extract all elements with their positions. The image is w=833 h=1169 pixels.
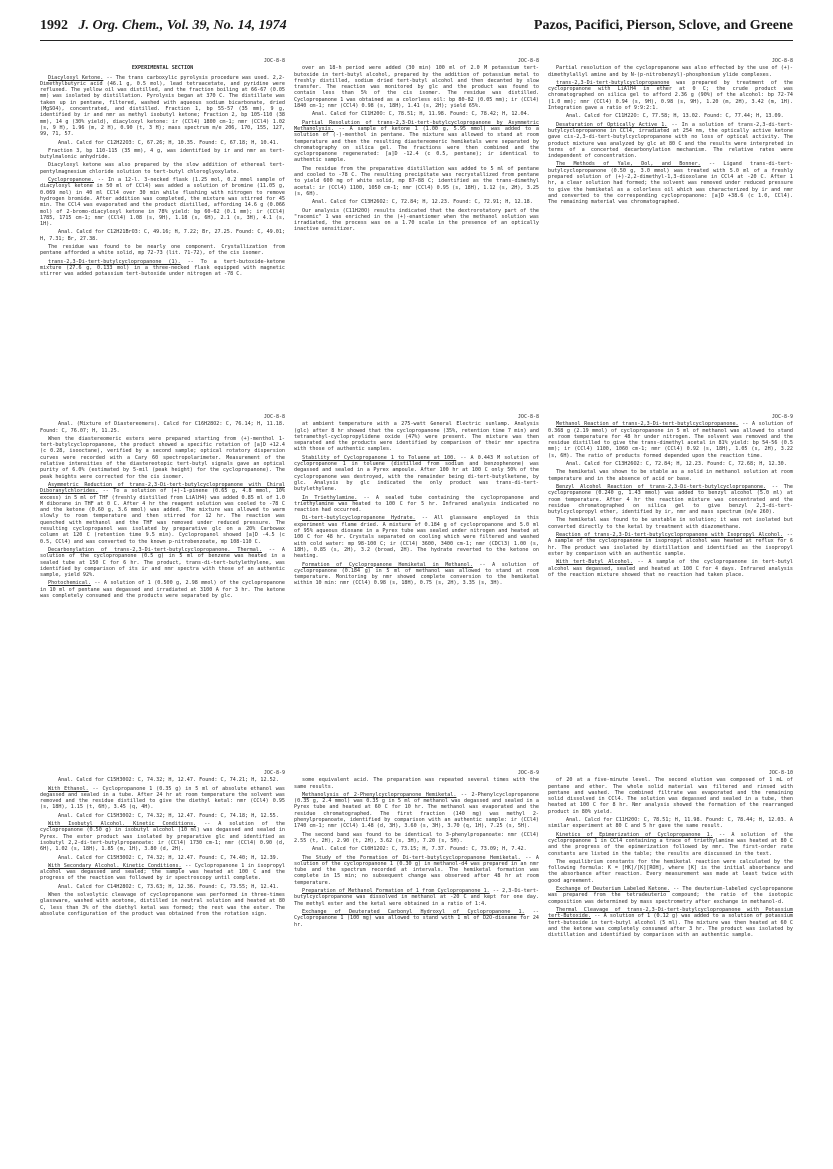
paragraph-title: trans-2,3-Di-tert-butylcyclopropanone: [556, 79, 670, 86]
paragraph-text: -- To a solution of (+)-1-pinene (0.65 g, 4.8 mmol, 10% excess) in 5 ml of THF (freshly distilled from LiAlH4) was added 0.85 ml of 1.0 M diborane in THF at 0 C. After 4 hr the reagent solution was cooled to -78 C and the ketone (0.60 g, 3.6 mmol) was added. The mixture was allowed to warm slowly to room temperature and then stirred for 12 hr. The reaction was quenched with methanol and the THF was removed under reduced pressure. The resulting cyclopropanol was isolated by preparative glc on a 20% Carbowax column at 120 C (retention time 9.5 min). Cyclopropanol showed [a]D -4.5 (c 0.5, CCl4) and was converted to the known p-nitrobenzoate, mp 108-110 C.: [40, 488, 285, 545]
paragraph-title: trans-2,3-Di-tert-butylcyclopropanone (1).: [48, 258, 181, 265]
paragraph-title: Cyclopropanone.: [48, 177, 95, 184]
author-line: Pazos, Pacifici, Pierson, Sclove, and Greene: [533, 18, 793, 33]
page-note: JOC-8-9: [517, 770, 539, 776]
paragraph-text: -- A sample of the cyclopropanone in tert-butyl alcohol was degassed, sealed and heated at 100 C for 4 days. Infrared analysis of the reaction mixture showed that no reaction had taken place.: [548, 559, 793, 578]
paragraph: [40, 863, 285, 882]
column-middle: [294, 58, 539, 388]
paragraph: [548, 113, 793, 119]
paragraph: [40, 580, 285, 599]
paragraph: [40, 259, 285, 278]
paragraph: [294, 199, 539, 205]
paragraph-text: Anal. Calcd for C13H26O2: C, 72.84; H, 12.23. Found: C, 72.68; H, 12.30.: [566, 461, 787, 468]
paragraph-text: Anal. Calcd for C12H21BrO3: C, 49.16; H, 7.22; Br, 27.25. Found: C, 49.01; H, 7.31; Br, 27.38.: [40, 229, 285, 242]
paragraph-text: Partial resolution of the cyclopropanone was also effected by the use of (+)-dimethylallyl amine and by N-(p-nitrobenzyl)-phosphonium ylide complexes.: [548, 65, 793, 78]
paragraph-text: -- A solution of 1 (0.12 g) was added to a solution of potassium tert-butoxide in tert-butyl alcohol (5 ml). The mixture was then heated at 60 C and the ketone was completely consumed after 3 hr. The product was isolated by distillation and identified by comparison with an authentic sample.: [548, 913, 793, 939]
paragraph: [294, 515, 539, 559]
paragraph-text: Anal. Calcd for C13H26O2: C, 72.84; H, 12.23. Found: C, 72.91; H, 12.18.: [312, 199, 533, 206]
paragraph-text: Anal. Calcd for C15H30O2: C, 74.32; H, 12.47. Found: C, 74.21; H, 12.52.: [58, 777, 279, 784]
column-left: [40, 770, 285, 1135]
page-note: JOC-8-10: [768, 770, 793, 776]
paragraph-title: Photochemical.: [48, 580, 91, 587]
paragraph-text: -- In a solution of trans-2,3-di-tert-butylcyclopropanone in CCl4, irradiated at 254 nm, the optically active ketone gave cis-2,3-di-tert-butylcyclopropanone with no loss of optical activity. The product mixture was analyzed by glc at 80 C and the results were interpreted in terms of a concerted decarbonylation mechanism. The relative rates were independent of concentration.: [548, 121, 793, 160]
paragraph-text: was prepared by treatment of the cyclopropanone with LiAlH4 in ether at 0 C; the crude product was chromatographed on silica gel to afford 2.36 g (90%) of the alcohol: bp 72-74 (1.0 mm); nmr (CCl4) 0.94 (s, 9H), 0.98 (s, 9H), 1.20 (m, 2H), 3.42 (m, 1H). Integration gave a ratio of 9:9:2:1.: [548, 79, 793, 112]
paragraph-text: -- Ligand trans-di-tert-butylcyclopropanone (0.50 g, 3.0 mmol) was treated with 5.0 ml of a freshly prepared solution of (+)-2,2-dimethyl-1,3-dioxolane in CCl4 at -20 C. After 1 hr, a clear solution had formed; the solvent was removed under reduced pressure to give the hemiketal as a colorless oil which was characterized by ir and nmr and converted to the corresponding cyclopropanone: [a]D +38.6 (c 1.0, CCl4). The remaining material was chromatographed.: [548, 161, 793, 206]
paragraph: [40, 162, 285, 175]
paragraph: [294, 455, 539, 493]
paragraph-title: Formation of Cyclopropanone Hemiketal in Methanol.: [302, 561, 473, 568]
paragraph-text: -- A sealed tube containing the cyclopropanone and triethylamine was heated to 100 C for 5 hr. Infrared analysis indicated no reaction had occurred.: [294, 494, 539, 514]
paragraph-title: Methanol Reaction of trans-2,3-Di-tert-butylcyclopropanone.: [556, 421, 739, 428]
paragraph-text: -- A solution of the cyclopropanone (0.5 g) in 5 ml of benzene was heated in a sealed tube at 150 C for 6 hr. The product, trans-di-tert-butylethylene, was identified by comparison of its ir and nmr spectra with those of an authentic sample, yield 92%.: [40, 546, 285, 579]
paragraph-title: Desaturation of Optically Active 1.: [556, 121, 668, 128]
paragraph: [40, 813, 285, 819]
paragraph-text: Anal. Calcd for C15H30O2: C, 74.32; H, 12.47. Found: C, 74.40; H, 12.39.: [58, 854, 279, 861]
paragraph-text: -- 2-Phenylcyclopropanone (0.35 g, 2.4 mmol) was 0.35 g in 5 ml of methanol was degassed and sealed in a Pyrex tube and heated at 60 C for 10 hr. The methanol was evaporated and the residue chromatographed. The first fraction (140 mg) was methyl 2-phenylpropanoate, identified by comparison with an authentic sample: ir (CCl4) 1740 cm-1; nmr (CCl4) 1.48 (d, 3H), 3.60 (s, 3H), 3.70 (q, 1H), 7.25 (s, 5H).: [294, 791, 539, 830]
page-note: JOC-8-8: [517, 414, 539, 420]
paragraph: [548, 421, 793, 459]
paragraph: [40, 421, 285, 434]
page-note: JOC-8-9: [263, 770, 285, 776]
paragraph-text: -- A sample of the cyclopropanone in isopropyl alcohol was heated at reflux for 6 hr. The product was isolated by distillation and identified as the isopropyl ester by comparison with an authentic sample.: [548, 532, 793, 557]
paragraph: [548, 484, 793, 515]
paragraph-title: With Isobutyl Alcohol. Kinetic Conditions.: [48, 821, 197, 828]
paragraph-title: With Ethanol.: [48, 785, 89, 792]
paragraph-text: The residue from the preparative distillation was added to 5 ml of pentane and cooled to -78 C. The resulting precipitate was recrystallized from pentane to yield 600 mg of white solid, mp 87-88 C; identified as the trans-dimethyl acetal: ir (CCl4) 1100, 1050 cm-1; nmr (CCl4) 0.95 (s, 18H), 1.12 (s, 2H), 3.25 (s, 6H).: [294, 165, 539, 197]
text-band-bottom: [40, 770, 793, 1135]
paragraph-text: The residue was found to be nearly one component. Crystallization from pentane afforded a white solid, mp 72-73 (lit. 71-72), of the cis isomer.: [40, 244, 285, 257]
paragraph-title: With Secondary Alcohol. Kinetic Conditions.: [48, 862, 182, 869]
paragraph: [548, 907, 793, 938]
paragraph-text: Anal. Calcd for C14H28O2: C, 73.63; H, 12.36. Found: C, 73.55; H, 12.41.: [58, 883, 279, 890]
paragraph: [548, 777, 793, 815]
column-left: [40, 58, 285, 388]
paragraph-text: -- A solution of cyclopropanone (0.184 g) in 5 ml of methanol was allowed to stand at room temperature. Monitoring by nmr showed complete conversion to the hemiketal within 10 min: nmr (CCl4) 0.98 (s, 18H), 0.75 (s, 2H), 3.35 (s, 3H).: [294, 561, 539, 587]
paragraph-title: Exchange of Deuterium Labeled Ketone.: [556, 886, 670, 893]
paragraph: [548, 886, 793, 905]
paragraph-text: some equivalent acid. The preparation was repeated several times with the same results.: [294, 777, 539, 790]
paragraph-text: -- 2,3-Di-tert-butylcyclopropanone was dissolved in methanol at -20 C and kept for one day. The methyl ester and the ketal were obtained in a ratio of 1:4.: [294, 888, 539, 907]
paragraph: [548, 161, 793, 205]
section-heading: EXPERIMENTAL SECTION: [131, 65, 194, 72]
header-divider: [40, 40, 793, 41]
column-middle: [294, 414, 539, 744]
page-note: JOC-8-8: [263, 414, 285, 420]
paragraph-text: -- Cyclopropanone 1 (100 mg) was allowed to stand with 1 ml of D2O-dioxane for 24 hr.: [294, 908, 539, 928]
paragraph: [40, 229, 285, 242]
paragraph: [40, 482, 285, 545]
paragraph: [40, 855, 285, 861]
paragraph-text: -- A solution of the cyclopropanone 1 (0.30 g) in methanol-d4 was prepared in an nmr tube and the spectrum recorded at intervals. The hemiketal formation was complete in 15 min; no subsequent change was observed after 48 hr at room temperature.: [294, 854, 539, 886]
column-left: [40, 414, 285, 744]
paragraph-text: -- A solution of the cyclopropanone (0.50 g) in isobutyl alcohol (10 ml) was degassed and sealed in Pyrex. The ester product was isolated by preparative glc and identified as isobutyl 2,2-di-tert-butylpropanoate: ir (CCl4) 1730 cm-1; nmr (CCl4) 0.90 (d, 6H), 1.02 (s, 18H), 1.85 (m, 1H), 3.80 (d, 2H).: [40, 821, 285, 853]
paragraph: [294, 495, 539, 514]
paragraph: [294, 208, 539, 233]
paragraph: [294, 909, 539, 928]
paragraph-title: Diacyloxyl Ketone.: [48, 74, 104, 81]
paragraph: [40, 884, 285, 890]
paragraph-text: -- Cyclopropanone 1 (0.35 g) in 5 ml of absolute ethanol was degassed and sealed in a tube. After 24 hr at room temperature the solvent was removed and the residue distilled to give the diethyl ketal: nmr (CCl4) 0.95 (s, 18H), 1.15 (t, 6H), 3.45 (q, 4H).: [40, 785, 285, 811]
paragraph: [548, 122, 793, 160]
paragraph-text: -- Cyclopropanone 1 in isopropyl alcohol was degassed and sealed; the sample was heated at 100 C and the progress of the reaction was followed by ir spectroscopy until complete.: [40, 862, 285, 882]
paragraph-text: Our analysis (C11H20O) results indicated that the dextrorotatory part of the "racemic" 1 was enriched in the (+)-enantiomer when the methanol solution was irradiated, the process was on a 1.70 scale in the presence of an optically inactive sensitizer.: [294, 207, 539, 233]
paragraph: [294, 562, 539, 587]
page-note: JOC-8-8: [263, 58, 285, 64]
paragraph-text: -- A solution of the cyclopropanone 1 in CCl4 containing a trace of triethylamine was heated at 80 C and the progress of the epimerization followed by nmr. The first-order rate constants are listed in the table; the results are discussed in the text.: [548, 831, 793, 857]
paragraph: [548, 559, 793, 578]
paragraph-text: over an 18-h period were added (30 min) 100 ml of 2.0 M potassium tert-butoxide in tert-butyl alcohol, prepared by the addition of potassium metal to freshly distilled, sodium dried tert-butyl alcohol and then decanted by slow transfer. The reaction was monitored by glc and the product was found to contain less than 5% of the cis isomer. The residue was distilled. Cyclopropanone 1 was obtained as a colorless oil: bp 80-82 (0.05 mm); ir (CCl4) 1840 cm-1; nmr (CCl4) 0.98 (s, 18H), 1.41 (s, 2H); yield 65%.: [294, 65, 539, 110]
paragraph: [40, 777, 285, 783]
paragraph-text: -- A sample of ketone 1 (1.00 g, 5.95 mmol) was added to a solution of (-)-menthol in pentane. The mixture was allowed to stand at room temperature and then the resulting diastereomeric hemiketals were separated by chromatography on silica gel. The fractions were then combined and the cyclopropanone regenerated: [a]D -12.4 (c 0.5, pentane); ir identical to authentic sample.: [294, 125, 539, 164]
paragraph: [294, 792, 539, 830]
journal-citation: J. Org. Chem., Vol. 39, No. 14, 1974: [78, 18, 287, 33]
paragraph-text: -- In a 12-l. 3-necked flask (1.25 mol, 0.2 mmol sample of diacyloxyl ketone in 50 ml of CCl4) was added a solution of bromine (11.05 g, 0.069 mol) in 40 ml CCl4 over 30 min while flushing with nitrogen to remove hydrogen bromide. After addition was completed, the mixture was stirred for 45 min. The CCl4 was evaporated and the product distilled, affording 14.6 g (0.066 mol) of 2-bromo-diacyloxyl ketone in 78% yield: bp 60-62 (0.1 mm); ir (CCl4) 1785, 1715 cm-1; nmr (CCl4) 1.08 (s, 9H), 1.18 (s, 6H), 2.1 (s, 3H), 4.1 (s, 1H).: [40, 177, 285, 228]
page-number: 1992: [40, 18, 68, 33]
paragraph: [294, 846, 539, 852]
paragraph: [40, 547, 285, 578]
paragraph-title: Partial Resolution of trans-2,3-Di-tert-butylcyclopropanone by Asymmetric Methanolysis.: [294, 119, 539, 132]
paragraph-text: -- To a tert-butoxide-ketone mixture (27.6 g, 0.133 mol) in a three-necked flask equipped with magnetic stirrer was added potassium tert-butoxide under nitrogen at -78 C.: [40, 258, 285, 278]
page-note: JOC-8-8: [517, 58, 539, 64]
paragraph-text: at ambient temperature with a 275-watt General Electric sunlamp. Analysis (glc) after 8 hr showed that the cyclopropanone (35%, retention time 7 min) and tetramethyl-cyclopropylidene oxide (47%) were present. The mixture was then separated and the products were identified by comparison of their nmr spectra with those of authentic samples.: [294, 421, 539, 453]
page-note: JOC-8-9: [771, 414, 793, 420]
paragraph-text: of 20 at a five-minute level. The second elution was composed of 1 mL of pentane and ether. The whole solid material was filtered and rinsed with pentane and washed. The combined filtrate was evaporated and the remaining solid dissolved in CCl4. The solution was degassed and sealed in a tube, then heated at 100 C for 8 hr. Nmr analysis showed the formation of the rearranged product in 80% yield.: [548, 777, 793, 815]
paragraph: [294, 111, 539, 117]
paragraph-title: Exchange of Deuterated Carbonyl Hydroxyl of Cyclopropanone 1.: [302, 908, 525, 915]
paragraph-text: -- The cyclopropanone (0.240 g, 1.43 mmol) was added to benzyl alcohol (5.0 ml) at room temperature. After 4 hr the reaction mixture was concentrated and the residue chromatographed on silica gel to give benzyl 2,3-di-tert-butylcyclopropyl ether, identified by ir, nmr and mass spectrum (m/e 260).: [548, 483, 793, 516]
column-right: [548, 58, 793, 388]
paragraph-text: The equilibrium constants for the hemiketal reaction were calculated by the following formula: K = [HK]/[K][ROH], where [K] is the initial absorbance and the absorbance after reaction. Every measurement was made at least twice with good agreement.: [548, 858, 793, 884]
paragraph-text: Fraction 3, bp 110-115 (35 mm), 4 g, was identified by ir and nmr as tert-butylmalonic anhydride.: [40, 147, 285, 161]
paragraph: [548, 80, 793, 111]
paragraph: [40, 786, 285, 811]
column-right: [548, 414, 793, 744]
paragraph: [40, 177, 285, 227]
paragraph-text: Diacyloxyl ketone was also prepared by the slow addition of ethereal tert-pentylmagnesium chloride solution to tert-butyl chloroglyoxylate.: [40, 162, 285, 175]
paragraph: [40, 140, 285, 146]
column-middle: [294, 770, 539, 1135]
paragraph: [40, 244, 285, 257]
paragraph: [294, 65, 539, 109]
paragraph-title: Reaction of trans-2,3-Di-tert-butylcyclopropanone with Isopropyl Alcohol.: [556, 532, 784, 539]
paragraph-text: The hemiketal was shown to be stable as a solid in methanol solution at room temperature and in the absence of acid or base.: [548, 469, 793, 482]
paragraph-title: Preparation of Methanol Formation of 1 from Cyclopropanone 1.: [302, 888, 490, 895]
page-header: [40, 18, 793, 40]
paragraph-title: Decarbonylation of trans-2,3-Di-tert-butylcyclopropanone. Thermal.: [48, 546, 262, 553]
page-header-left: [40, 18, 287, 34]
paragraph-title: The Methods of Yale, Dol, and Bonner.: [556, 161, 701, 168]
paragraph: [40, 148, 285, 161]
paragraph-title: Stability of Cyclopropanone 1 to Toluene at 100.: [302, 454, 457, 461]
paragraph-text: Anal. Calcd for C12H22O3: C, 67.26; H, 10.35. Found: C, 67.18; H, 10.41.: [58, 139, 279, 146]
text-band-middle: [40, 414, 793, 744]
paragraph-text: Anal. Calcd for C11H22O: C, 77.58; H, 13.02. Found: C, 77.44; H, 13.09.: [566, 113, 784, 120]
paragraph-text: -- The deuterium-labeled cyclopropanone was prepared from the tetradeuterio compound; the ratio of the isotopic composition was determined by mass spectrometry after exchange in methanol-d.: [548, 886, 793, 905]
paragraph-title: The Study of the Formation of Di-tert-butylcyclopropanone Hemiketal.: [302, 854, 521, 861]
paragraph-text: -- A solution of 0.368 g (2.19 mmol) of cyclopropanone in 5 ml of methanol was allowed to stand at room temperature for 48 hr under nitrogen. The solvent was removed and the residue distilled to give the trans-dimethyl acetal in 81% yield: bp 54-56 (0.5 mm); ir (CCl4) 1100, 1060 cm-1; nmr (CCl4) 0.92 (s, 18H), 1.05 (s, 2H), 3.22 (s, 6H). The ratio of products formed depended upon the reaction time.: [548, 421, 793, 459]
paragraph: [548, 469, 793, 482]
page-note: JOC-8-8: [771, 58, 793, 64]
paragraph: [294, 832, 539, 845]
paragraph-text: -- A 0.443 M solution of cyclopropanone 1 in toluene (distilled from sodium and benzophenone) was degassed and sealed in a Pyrex ampoule. After 100 hr at 100 C only 50% of the cyclopropanone was destroyed, with the remainder being di-tert-butylketene, by glc. Analysis by glc indicated the only product was trans-di-tert-butylethylene.: [294, 454, 539, 493]
paragraph: [294, 120, 539, 164]
paragraph-text: Anal. Calcd for C10H12O2: C, 73.15; H, 7.37. Found: C, 73.09; H, 7.42.: [312, 846, 527, 853]
paragraph-title: Kinetics of Epimerization of Cyclopropanone 1.: [556, 831, 713, 838]
paragraph: [548, 817, 793, 830]
paragraph-title: With tert-Butyl Alcohol.: [556, 559, 633, 566]
paragraph: [294, 421, 539, 452]
paragraph-text: -- A solution of 1 (0.500 g, 2.98 mmol) of the cyclopropanone in 10 ml of pentane was degassed and irradiated at 3100 A for 3 hr. The ketone was completely consumed and the products were separated by glc.: [40, 580, 285, 600]
paragraph-text: Anal. Calcd for C11H20O: C, 78.51; H, 11.98. Found: C, 78.42; H, 12.04.: [312, 111, 530, 118]
paragraph-title: Benzyl Alcohol Reaction of trans-2,3-Di-tert-butylcyclopropanone.: [556, 483, 767, 490]
paragraph-text: When the solvolytic cleavage of cyclopropanone was performed in three-times glassware, washed with acetone, distilled in neutral solution and heated at 80 C, less than 3% of the diethyl ketal was formed; the rest was the ester. The absolute configuration of the product was obtained from the rotation sign.: [40, 892, 285, 917]
paragraph: [548, 517, 793, 530]
paragraph: [548, 532, 793, 557]
paragraph-text: The hemiketal was found to be unstable in solution; it was not isolated but converted directly to the ketal by treatment with diazomethane.: [548, 517, 793, 530]
paragraph-text: -- The trans carboxylic pyrolysis procedure was used. 2,2-Dimethylbutyric acid (46.1 g, 0.5 mol), lead tetraacetate, and pyridine were refluxed. The yellow oil was distilled, and the fraction boiling at 66-67 (0.05 mm) was isolated by distillation. Pyrolysis began at 370 C. The distillate was taken up in pentane, filtered, washed with aqueous sodium bicarbonate, dried (MgSO4), concentrated, and distilled. Fraction 1, bp 55-57 (35 mm), 9 g, identified by ir and nmr as methyl isobutyl ketone; Fraction 2, bp 105-110 (38 mm), 14 g (30% yield), diacyloxyl ketone: ir (CCl4) 1800 cm-1; nmr (CCl4) 1.02 (s, 9 H), 1.96 (m, 2 H), 0.90 (t, 3 H); mass spectrum m/e 206, 170, 155, 127, 99, 71, 57.: [40, 74, 285, 138]
paragraph: [40, 75, 285, 138]
paragraph-text: -- All glassware employed in this experiment was flame dried. A mixture of 0.184 g of cyclopropanone and 5.0 ml of 95% aqueous dioxane in a Pyrex tube was sealed under nitrogen and heated at 100 C for 48 hr. Crystals separated on cooling which were filtered and washed with cold water: mp 98-100 C; ir (CCl4) 3600, 3400 cm-1; nmr (CDCl3) 1.00 (s, 18H), 0.85 (s, 2H), 3.2 (broad, 2H). The hydrate reverted to the ketone on heating.: [294, 515, 539, 560]
paragraph-text: Anal. Calcd for C11H20O: C, 78.51; H, 11.98. Found: C, 78.44; H, 12.03. A similar experiment at 80 C and 5 hr gave the same result.: [548, 817, 793, 830]
paragraph: [294, 855, 539, 886]
paragraph: [548, 832, 793, 857]
paragraph-title: Thermal Cleavage of trans-2,3-Di-tert-butylcyclopropanone with Potassium tert-Butoxide.: [548, 906, 793, 920]
paragraph: [294, 777, 539, 790]
paragraph: [548, 65, 793, 78]
paragraph-text: When the diastereomeric esters were prepared starting from (+)-menthol 1-tert-butylcyclopropanone, the product showed a specific rotation of [a]D +12.4 (c 0.28, isooctane), verified by a second sample; optical rotatory dispersion curves were recorded with a Cary 60 spectropolarimeter. Measurement of the relative intensities of the diastereotopic tert-butyl signals gave an optical purity of 6.0% (estimated by 5-mil (peak height) for the cyclopropanone). The peak heights were corrected for the cis isomer.: [40, 435, 285, 480]
paragraph: [548, 859, 793, 884]
paragraph-title: Di-tert-butylcyclopropanone Hydrate.: [302, 515, 416, 522]
paragraph: [294, 166, 539, 197]
column-right: [548, 770, 793, 1135]
paragraph: [294, 888, 539, 907]
paragraph-title: In Triethylamine.: [302, 494, 358, 501]
paragraph: [40, 821, 285, 852]
paragraph-title: Methanolysis of 2-Phenylcyclopropanone Hemiketal.: [302, 791, 457, 798]
paragraph: [40, 892, 285, 917]
paragraph: [40, 436, 285, 480]
paragraph-text: Anal. Calcd for C15H30O2: C, 74.32; H, 12.47. Found: C, 74.18; H, 12.55.: [58, 812, 279, 819]
paragraph-text: The second band was found to be identical to 3-phenylpropanoate: nmr (CCl4) 2.55 (t, 2H), 2.90 (t, 2H), 3.62 (s, 3H), 7.20 (s, 5H).: [294, 831, 539, 844]
paragraph-title: Asymmetric Reduction of trans-2,3-Di-tert-butylcyclopropanone with Chiral Diboranylchlorides.: [40, 481, 285, 495]
text-band-top: [40, 58, 793, 388]
paragraph-text: Anal. (Mixture of Diastereomers). Calcd for C16H28O2: C, 76.14; H, 11.18. Found: C, 76.07; H, 11.25.: [40, 421, 285, 434]
paragraph: [548, 461, 793, 467]
